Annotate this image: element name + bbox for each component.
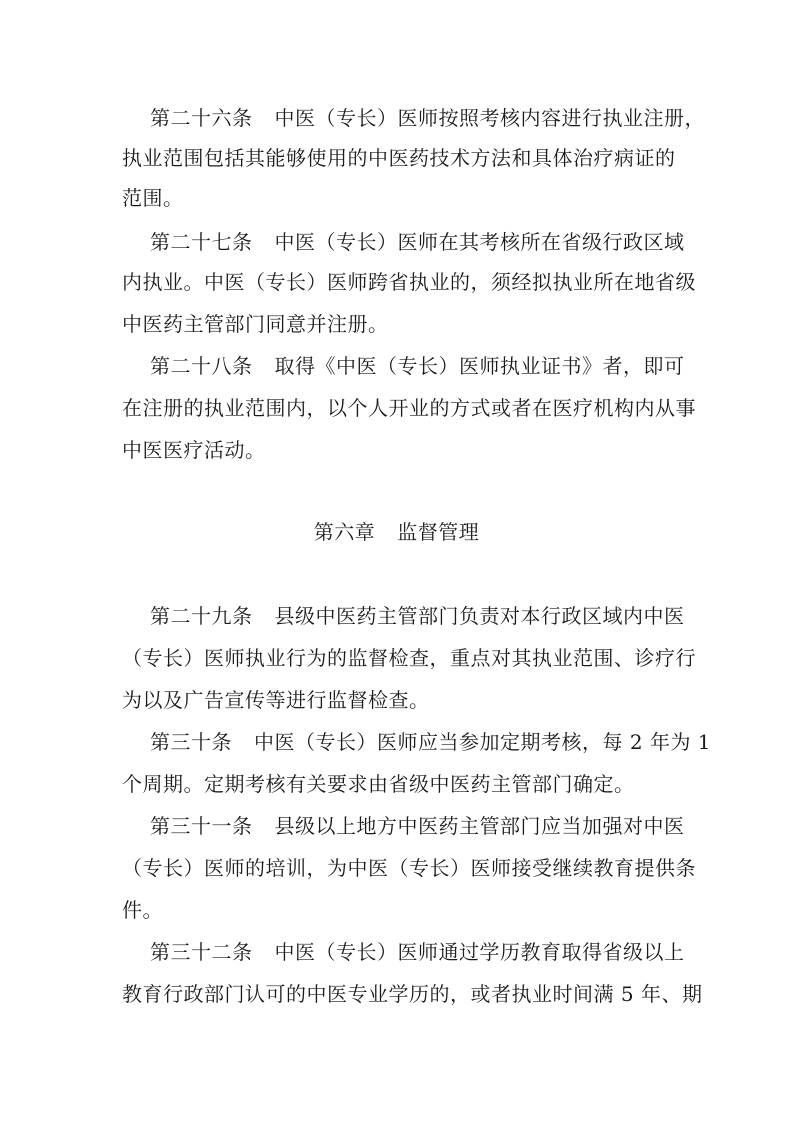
- article-28-line-3: 中医医疗活动。: [122, 438, 266, 462]
- chapter-heading: [0, 520, 793, 544]
- article-29-line-1: [150, 604, 685, 628]
- article-30-text: 中医（专长）医师应当参加定期考核，每 2 年为 1: [254, 730, 712, 754]
- article-26-line-2: 执业范围包括其能够使用的中医药技术方法和具体治疗病证的: [122, 146, 676, 170]
- chapter-title: 监督管理: [397, 520, 480, 544]
- article-32-number: 第三十二条: [150, 940, 253, 964]
- article-27-line-2: 内执业。中医（专长）医师跨省执业的，须经拟执业所在地省级: [122, 270, 696, 294]
- article-26-line-3: 范围。: [122, 186, 184, 210]
- article-28-line-1: [150, 354, 685, 378]
- article-30-line-2: 个周期。定期考核有关要求由省级中医药主管部门确定。: [122, 772, 635, 796]
- article-28-number: 第二十八条: [150, 354, 253, 378]
- chapter-number: 第六章: [313, 520, 376, 544]
- article-31-line-1: [150, 814, 685, 838]
- article-26-line-1: [150, 106, 705, 130]
- article-30-number: 第三十条: [150, 730, 232, 754]
- article-29-text: 县级中医药主管部门负责对本行政区域内中医: [274, 604, 685, 628]
- article-28-line-2: 在注册的执业范围内，以个人开业的方式或者在医疗机构内从事: [122, 396, 696, 420]
- article-31-number: 第三十一条: [150, 814, 253, 838]
- article-32-line-2: 教育行政部门认可的中医专业学历的，或者执业时间满 5 年、期: [122, 982, 703, 1006]
- article-31-line-3: 件。: [122, 898, 163, 922]
- article-32-line-1: [150, 940, 685, 964]
- article-31-text: 县级以上地方中医药主管部门应当加强对中医: [274, 814, 685, 838]
- article-30-line-1: [150, 730, 711, 754]
- article-28-text: 取得《中医（专长）医师执业证书》者，即可: [274, 354, 685, 378]
- article-27-number: 第二十七条: [150, 230, 253, 254]
- article-27-line-3: 中医药主管部门同意并注册。: [122, 312, 389, 336]
- article-27-line-1: [150, 230, 685, 254]
- article-31-line-2: （专长）医师的培训，为中医（专长）医师接受继续教育提供条: [122, 856, 696, 880]
- article-26-text: 中医（专长）医师按照考核内容进行执业注册，: [274, 106, 705, 130]
- article-32-text: 中医（专长）医师通过学历教育取得省级以上: [274, 940, 685, 964]
- article-29-number: 第二十九条: [150, 604, 253, 628]
- article-26-number: 第二十六条: [150, 106, 253, 130]
- article-29-line-3: 为以及广告宣传等进行监督检查。: [122, 688, 430, 712]
- article-27-text: 中医（专长）医师在其考核所在省级行政区域: [274, 230, 685, 254]
- article-29-line-2: （专长）医师执业行为的监督检查，重点对其执业范围、诊疗行: [122, 646, 696, 670]
